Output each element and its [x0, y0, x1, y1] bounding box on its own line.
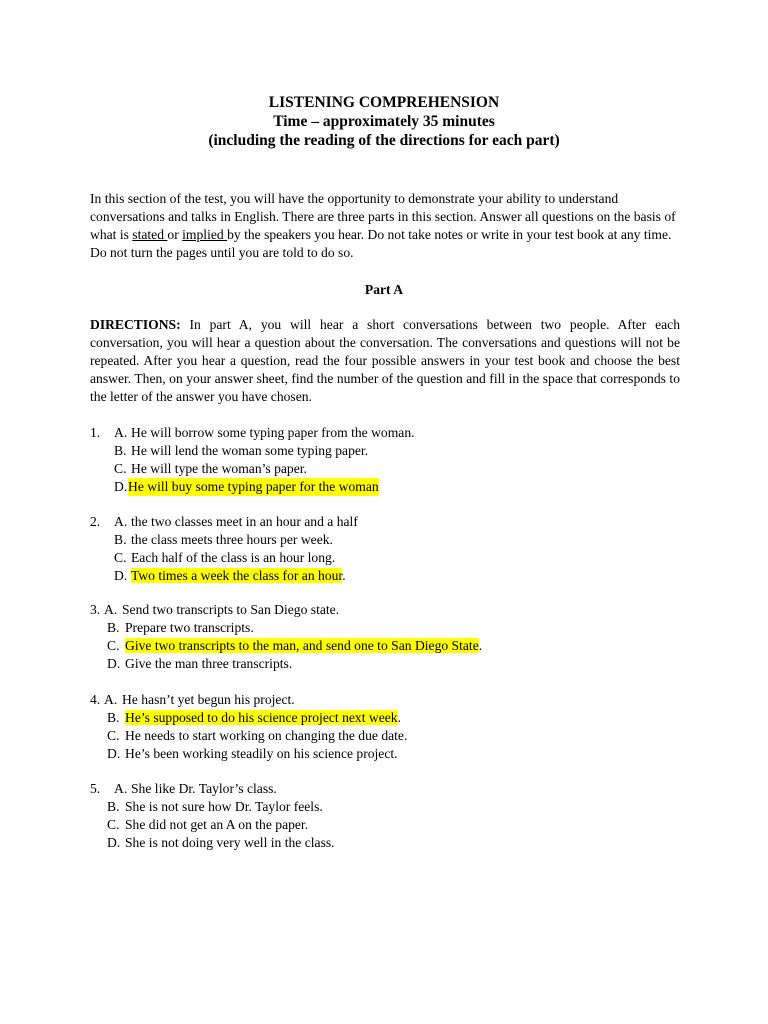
option-letter: C. — [114, 461, 127, 476]
question-5 — [90, 780, 690, 852]
option-letter: B. — [114, 443, 127, 458]
directions-label: DIRECTIONS: — [90, 317, 181, 332]
option-text: He will lend the woman some typing paper. — [131, 443, 369, 458]
time-note: (including the reading of the directions for each part) — [208, 132, 560, 149]
question-2 — [90, 513, 690, 585]
option-letter: C. — [107, 728, 120, 743]
option-letter: D. — [114, 568, 128, 583]
intro-paragraph — [90, 190, 680, 262]
option-text: Each half of the class is an hour long. — [131, 550, 336, 565]
option-text-highlighted: Two times a week the class for an hour — [131, 568, 343, 583]
option-text-suffix: . — [342, 568, 346, 583]
question-1 — [90, 424, 690, 496]
intro-text-before: In this section of the test, you will have the opportunity to demonstrate your ability to understand conversations and talks in English. There are three parts in this section. Answer all questions on the basis of what is — [90, 191, 676, 242]
option-text-suffix: . — [397, 710, 401, 725]
option-text-group — [125, 709, 401, 727]
option-text: He hasn’t yet begun his project. — [122, 692, 295, 707]
option-text: She is not doing very well in the class. — [125, 835, 335, 850]
option-letter: D. — [107, 835, 121, 850]
intro-stated: stated — [132, 227, 168, 242]
option-text: the class meets three hours per week. — [131, 532, 333, 547]
option-text-group — [131, 567, 346, 585]
option-letter: D. — [107, 746, 121, 761]
option-letter: A. — [114, 425, 128, 440]
option-letter: A. — [114, 514, 128, 529]
option-letter: C. — [107, 638, 120, 653]
option-text: the two classes meet in an hour and a half — [131, 514, 358, 529]
option-letter: A. — [104, 692, 118, 707]
question-number: 4. — [90, 692, 101, 707]
option-text: He will type the woman’s paper. — [131, 461, 307, 476]
option-text-group — [125, 637, 482, 655]
directions-text: In part A, you will hear a short conversations between two people. After each conversation, you will hear a question about the conversation. The conversations and questions will not be repeated. After you hear a question, read the four possible answers in your test book and choose the best answer. Then, on your answer sheet, find the number of the question and fill in the space that corresponds to the letter of the answer you have chosen. — [90, 317, 680, 404]
option-text: Give the man three transcripts. — [125, 656, 293, 671]
option-text-suffix: . — [478, 638, 483, 653]
question-3 — [90, 601, 690, 673]
question-number: 5. — [90, 781, 101, 796]
option-letter: A. — [104, 602, 118, 617]
option-text-highlighted: He’s supposed to do his science project next week — [125, 710, 398, 725]
option-text: She like Dr. Taylor’s class. — [131, 781, 277, 796]
intro-implied: implied — [182, 227, 228, 242]
option-text: He’s been working steadily on his science project. — [125, 746, 398, 761]
option-letter: B. — [107, 620, 120, 635]
option-text: Prepare two transcripts. — [125, 620, 254, 635]
option-letter: C. — [107, 817, 120, 832]
part-title: Part A — [364, 282, 404, 297]
option-text: She is not sure how Dr. Taylor feels. — [125, 799, 323, 814]
option-text-highlighted: Give two transcripts to the man, and send one to San Diego State — [125, 638, 479, 653]
intro-or: or — [167, 227, 183, 242]
option-text: She did not get an A on the paper. — [125, 817, 309, 832]
question-4 — [90, 691, 690, 763]
option-text: He needs to start working on changing the due date. — [125, 728, 408, 743]
section-title: LISTENING COMPREHENSION — [268, 94, 500, 111]
option-letter: C. — [114, 550, 127, 565]
option-text-highlighted: He will buy some typing paper for the woman — [128, 479, 379, 494]
document-header — [0, 93, 768, 150]
directions-paragraph — [90, 316, 680, 406]
time-limit: Time – approximately 35 minutes — [273, 113, 495, 130]
option-text: Send two transcripts to San Diego state. — [122, 602, 340, 617]
question-number: 3. — [90, 602, 101, 617]
option-letter: D. — [114, 479, 128, 494]
option-letter: B. — [107, 710, 120, 725]
option-letter: B. — [114, 532, 127, 547]
intro-text-after: by the speakers you hear. Do not take notes or write in your test book at any time. Do not turn the pages until you are told to do so. — [90, 227, 672, 260]
option-letter: D. — [107, 656, 121, 671]
question-number: 2. — [90, 514, 101, 529]
option-letter: B. — [107, 799, 120, 814]
option-letter: A. — [114, 781, 128, 796]
option-text: He will borrow some typing paper from the woman. — [131, 425, 415, 440]
question-number: 1. — [90, 425, 101, 440]
